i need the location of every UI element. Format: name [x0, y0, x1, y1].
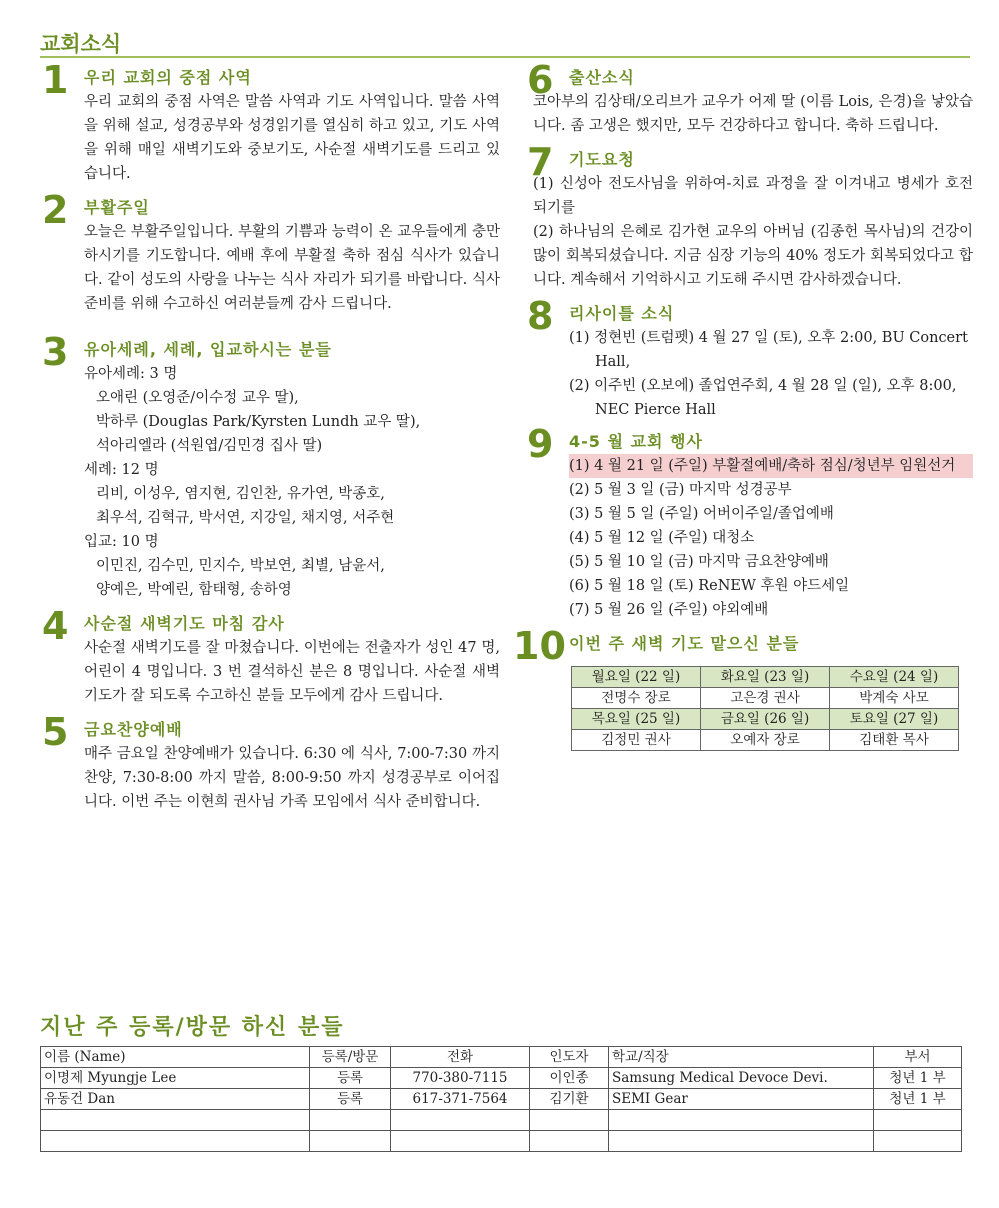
- section-body: 오늘은 부활주일입니다. 부활의 기쁨과 능력이 온 교우들에게 충만하시기를 기도합니다. 예배 후에 부활절 축하 점심 식사가 있습니다. 같이 성도의 사랑을 나누는 식사 자리가 되기를 바랍니다. 식사 준비를 위해 수고하신 여러분들께 감사 드립니다.: [84, 224, 500, 312]
- list-item: (1) 신성아 전도사님을 위하여-치료 과정을 잘 이겨내고 병세가 호전되기를: [533, 176, 973, 216]
- section-number: 7: [527, 140, 554, 184]
- table-row: [41, 1089, 962, 1110]
- table-row: [41, 1131, 962, 1152]
- column-header: 등록/방문: [310, 1047, 391, 1068]
- section-number: 2: [42, 188, 69, 232]
- section-3: [40, 330, 500, 602]
- section-body: 매주 금요일 찬양예배가 있습니다. 6:30 에 식사, 7:00-7:30 까지 찬양, 7:30-8:00 까지 말씀, 8:00-9:50 까지 성경공부로 이어집니다. 이번 주는 이현희 권사님 가족 모임에서 식사 준비합니다.: [84, 746, 500, 810]
- list-item: 리비, 이성우, 염지현, 김인찬, 유가연, 박종호,: [96, 486, 385, 502]
- table-cell: [41, 1131, 310, 1152]
- table-cell: 금요일 (26 일): [701, 709, 830, 730]
- table-cell: 오예자 장로: [701, 730, 830, 751]
- table-cell: 토요일 (27 일): [830, 709, 959, 730]
- table-cell: 이명제 Myungje Lee: [41, 1068, 310, 1089]
- table-cell: [310, 1110, 391, 1131]
- section-number: 5: [42, 710, 69, 754]
- section-4: [40, 604, 500, 708]
- title-divider: [40, 56, 970, 58]
- table-cell: 청년 1 부: [874, 1068, 962, 1089]
- section-title: 이번 주 새벽 기도 맡으신 분들: [569, 634, 800, 653]
- section-number: 9: [527, 422, 554, 466]
- section-8: [525, 294, 973, 422]
- column-header: 이름 (Name): [41, 1047, 310, 1068]
- table-cell: [609, 1131, 874, 1152]
- table-cell: [41, 1110, 310, 1131]
- list-item: (1) 정현빈 (트럼펫) 4 월 27 일 (토), 오후 2:00, BU Concert Hall,: [569, 330, 968, 370]
- list-item: (2) 5 월 3 일 (금) 마지막 성경공부: [569, 482, 792, 498]
- list-item: (2) 이주빈 (오보에) 졸업연주회, 4 월 28 일 (일), 오후 8:00, NEC Pierce Hall: [569, 378, 957, 418]
- section-5: [40, 710, 500, 814]
- column-header: 전화: [391, 1047, 530, 1068]
- page-title: 교회소식: [40, 32, 122, 56]
- table-cell: 수요일 (24 일): [830, 667, 959, 688]
- table-cell: 617-371-7564: [391, 1089, 530, 1110]
- table-cell: 화요일 (23 일): [701, 667, 830, 688]
- table-cell: [609, 1110, 874, 1131]
- section-title: 리사이틀 소식: [569, 304, 675, 323]
- section-9: [525, 422, 973, 622]
- section-body: 사순절 새벽기도를 잘 마쳤습니다. 이번에는 전출자가 성인 47 명, 어린이 4 명입니다. 3 번 결석하신 분은 8 명입니다. 사순절 새벽기도가 잘 되도록 수고하신 분들 모두에게 감사 드립니다.: [84, 640, 500, 704]
- section-title: 사순절 새벽기도 마침 감사: [84, 614, 285, 633]
- table-cell: 김정민 권사: [572, 730, 701, 751]
- list-item: (3) 5 월 5 일 (주일) 어버이주일/졸업예배: [569, 506, 834, 522]
- list-item: (5) 5 월 10 일 (금) 마지막 금요찬양예배: [569, 554, 829, 570]
- table-cell: [391, 1131, 530, 1152]
- list-item: 최우석, 김혁규, 박서연, 지강일, 채지영, 서주현: [96, 510, 395, 526]
- column-header: 인도자: [530, 1047, 609, 1068]
- table-cell: 김태환 목사: [830, 730, 959, 751]
- section-title: 출산소식: [569, 68, 635, 87]
- highlighted-event: (1) 4 월 21 일 (주일) 부활절예배/축하 점심/청년부 임원선거: [569, 454, 973, 478]
- table-cell: 김기환: [530, 1089, 609, 1110]
- table-cell: 770-380-7115: [391, 1068, 530, 1089]
- table-cell: 유동건 Dan: [41, 1089, 310, 1110]
- section-title: 금요찬양예배: [84, 720, 183, 739]
- section-2: [40, 188, 500, 316]
- list-item: 양예은, 박예린, 함태형, 송하영: [96, 582, 292, 598]
- table-cell: 등록: [310, 1068, 391, 1089]
- table-cell: [530, 1131, 609, 1152]
- left-column: [40, 58, 500, 814]
- section-6: [525, 58, 973, 138]
- table-cell: [874, 1110, 962, 1131]
- confirmation-label: 입교: 10 명: [84, 534, 159, 550]
- section-title: 우리 교회의 중점 사역: [84, 68, 252, 87]
- table-row: [41, 1110, 962, 1131]
- table-cell: [530, 1110, 609, 1131]
- list-item: (4) 5 월 12 일 (주일) 대청소: [569, 530, 755, 546]
- table-cell: 전명수 장로: [572, 688, 701, 709]
- section-7: [525, 140, 973, 292]
- table-cell: [310, 1131, 391, 1152]
- section-number: 10: [513, 624, 566, 668]
- column-header: 부서: [874, 1047, 962, 1068]
- section-title: 유아세례, 세례, 입교하시는 분들: [84, 340, 332, 359]
- list-item: (6) 5 월 18 일 (토) ReNEW 후원 야드세일: [569, 578, 850, 594]
- table-cell: 목요일 (25 일): [572, 709, 701, 730]
- infant-baptism-label: 유아세례: 3 명: [84, 366, 178, 382]
- section-1: [40, 58, 500, 186]
- list-item: 오애린 (오영준/이수정 교우 딸),: [96, 390, 299, 406]
- list-item: 박하루 (Douglas Park/Kyrsten Lundh 교우 딸),: [96, 414, 421, 430]
- section-title: 부활주일: [84, 198, 150, 217]
- dawn-prayer-table: [571, 666, 959, 751]
- right-column: [513, 58, 973, 751]
- section-number: 6: [527, 58, 554, 102]
- list-item: 이민진, 김수민, 민지수, 박보연, 최별, 남윤서,: [96, 558, 385, 574]
- table-cell: 등록: [310, 1089, 391, 1110]
- list-item: 석아리엘라 (석원엽/김민경 집사 딸): [96, 438, 323, 454]
- visitors-title: 지난 주 등록/방문 하신 분들: [40, 1015, 345, 1040]
- visitors-table: [40, 1046, 962, 1152]
- table-header-row: [41, 1047, 962, 1068]
- table-cell: 청년 1 부: [874, 1089, 962, 1110]
- section-body: 코아부의 김상태/오리브가 교우가 어제 딸 (이름 Lois, 은경)을 낳았습니다. 좀 고생은 했지만, 모두 건강하다고 합니다. 축하 드립니다.: [533, 94, 973, 134]
- table-row: [41, 1068, 962, 1089]
- baptism-label: 세례: 12 명: [84, 462, 159, 478]
- list-item: (7) 5 월 26 일 (주일) 야외예배: [569, 602, 769, 618]
- section-body: 우리 교회의 중점 사역은 말씀 사역과 기도 사역입니다. 말씀 사역을 위해 설교, 성경공부와 성경읽기를 열심히 하고 있고, 기도 사역을 위해 매일 새벽기도와 중보기도, 사순절 새벽기도를 드리고 있습니다.: [84, 94, 500, 182]
- section-title: 기도요청: [569, 150, 635, 169]
- table-cell: 고은경 권사: [701, 688, 830, 709]
- table-cell: 박계숙 사모: [830, 688, 959, 709]
- section-number: 3: [42, 330, 69, 374]
- section-title: 4-5 월 교회 행사: [569, 432, 703, 451]
- section-number: 4: [42, 604, 69, 648]
- table-cell: [874, 1131, 962, 1152]
- column-header: 학교/직장: [609, 1047, 874, 1068]
- section-number: 8: [527, 294, 554, 338]
- list-item: (2) 하나님의 은혜로 김가현 교우의 아버님 (김종헌 목사님)의 건강이 많이 회복되셨습니다. 지금 심장 기능의 40% 정도가 회복되었다고 합니다. 계속해서 기억하시고 기도해 주시면 감사하겠습니다.: [533, 224, 973, 288]
- table-cell: Samsung Medical Devoce Devi.: [609, 1068, 874, 1089]
- table-cell: 이인종: [530, 1068, 609, 1089]
- table-cell: [391, 1110, 530, 1131]
- table-cell: SEMI Gear: [609, 1089, 874, 1110]
- section-10: [513, 624, 973, 751]
- table-cell: 월요일 (22 일): [572, 667, 701, 688]
- section-number: 1: [42, 58, 69, 102]
